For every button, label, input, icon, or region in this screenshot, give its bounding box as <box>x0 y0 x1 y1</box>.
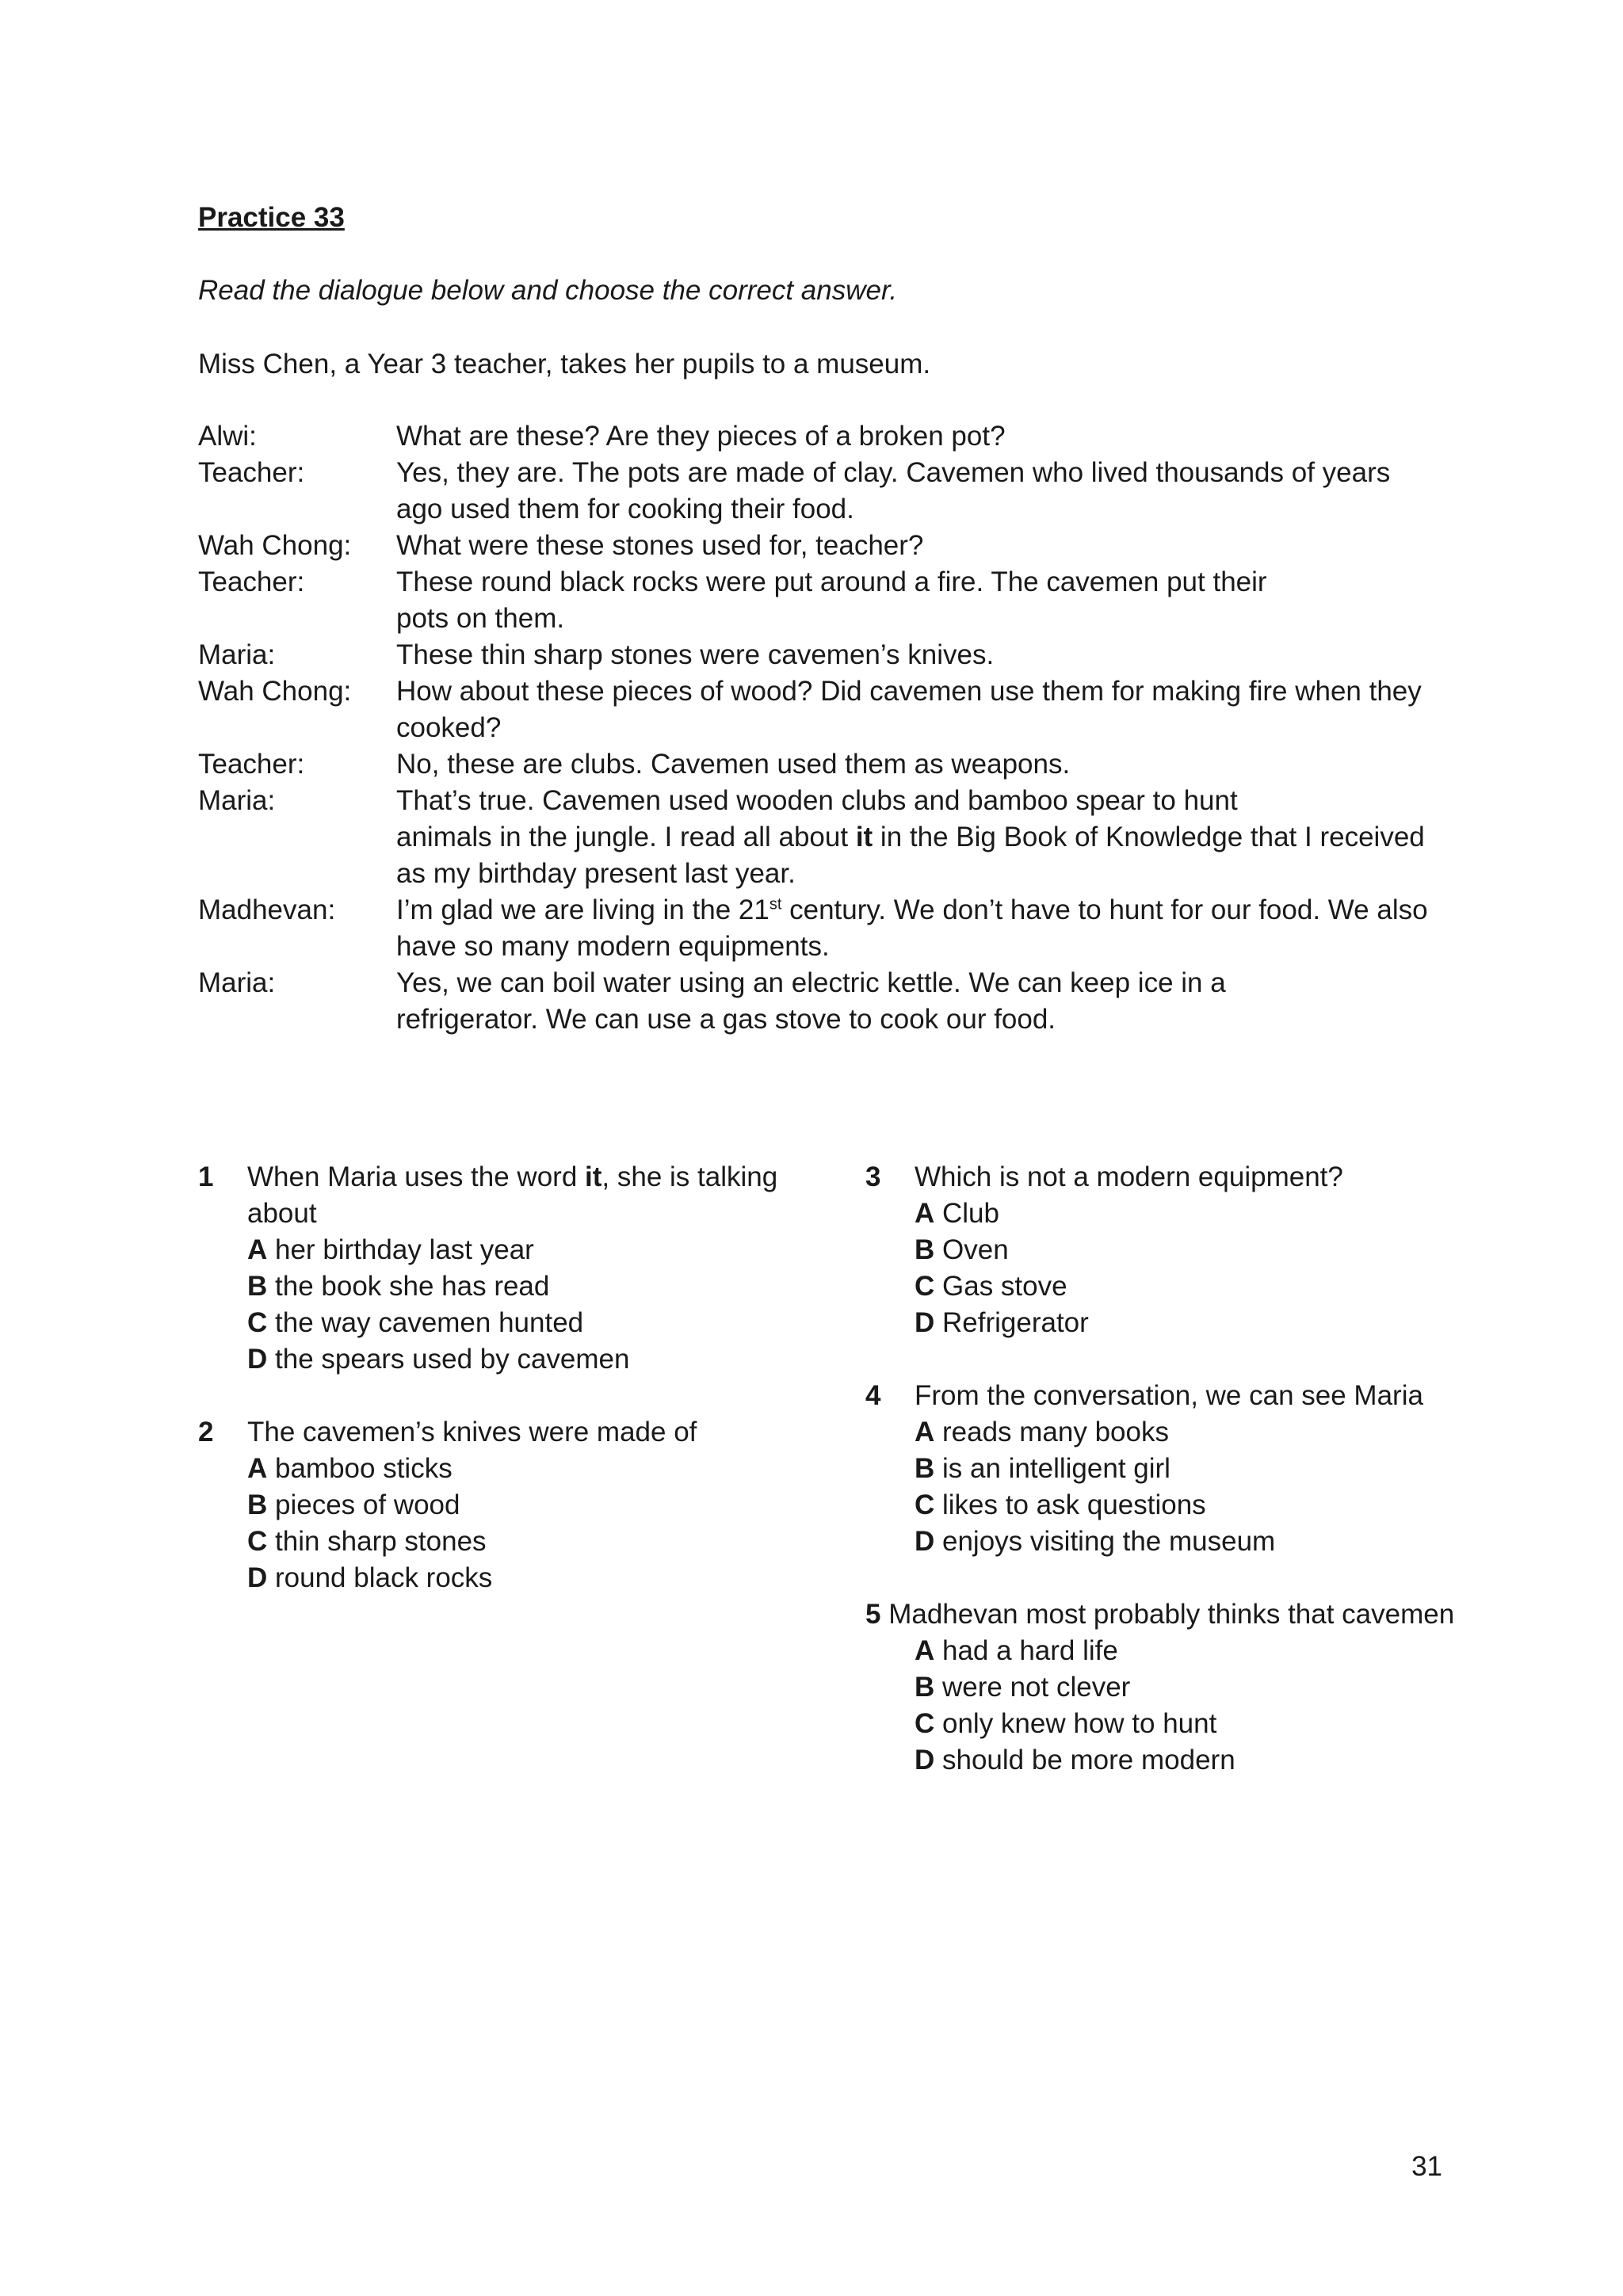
option-text: Refrigerator <box>934 1307 1089 1338</box>
question-body <box>915 1159 1468 1341</box>
option-letter: A <box>915 1417 935 1447</box>
option-letter: C <box>915 1708 935 1739</box>
speaker-name: Wah Chong: <box>198 676 352 707</box>
dialogue-line <box>198 783 1442 892</box>
dialogue-line <box>198 673 1442 746</box>
question-body <box>247 1414 800 1596</box>
speaker-name: Maria: <box>198 785 276 816</box>
speech-text <box>396 783 1442 892</box>
questions-right-column <box>865 1159 1468 1815</box>
question-5 <box>865 1596 1468 1779</box>
option-c[interactable] <box>247 1305 800 1341</box>
instruction-text: Read the dialogue below and choose the correct answer. <box>198 275 898 306</box>
option-letter: D <box>247 1562 268 1593</box>
speaker-name: Maria: <box>198 967 276 998</box>
bold-word: it <box>855 822 873 852</box>
option-letter: C <box>915 1271 935 1302</box>
option-d[interactable] <box>915 1305 1468 1341</box>
question-number: 4 <box>865 1380 881 1411</box>
option-letter: B <box>247 1489 268 1520</box>
option-a[interactable] <box>915 1196 1468 1232</box>
option-a[interactable] <box>247 1232 800 1268</box>
option-text: were not clever <box>934 1672 1131 1703</box>
page-title: Practice 33 <box>198 202 345 233</box>
page-number: 31 <box>1411 2151 1442 2182</box>
option-text: the book she has read <box>267 1271 550 1302</box>
dialogue-line <box>198 528 1442 564</box>
option-text: likes to ask questions <box>934 1489 1206 1520</box>
speech-text: What are these? Are they pieces of a broken pot? <box>396 421 1006 452</box>
option-b[interactable] <box>247 1487 800 1524</box>
question-1 <box>198 1159 800 1378</box>
speaker-name: Teacher: <box>198 566 305 597</box>
speech-segment: animals in the jungle. I read all about <box>396 822 856 852</box>
option-text: is an intelligent girl <box>934 1453 1170 1484</box>
option-letter: B <box>247 1271 268 1302</box>
option-letter: C <box>915 1489 935 1520</box>
option-d[interactable] <box>247 1560 800 1596</box>
option-text: should be more modern <box>934 1745 1235 1775</box>
dialogue-line <box>198 637 1442 673</box>
option-text: Club <box>934 1198 999 1229</box>
dialogue-line <box>198 892 1442 965</box>
option-letter: D <box>915 1307 935 1338</box>
speech-line: pots on them. <box>396 603 565 634</box>
question-stem: Which is not a modern equipment? <box>915 1161 1343 1192</box>
option-a[interactable] <box>915 1414 1468 1451</box>
question-stem <box>865 1596 1468 1633</box>
question-stem: From the conversation, we can see Maria <box>915 1380 1423 1411</box>
speaker-name: Teacher: <box>198 749 305 780</box>
speaker-name: Alwi: <box>198 421 257 452</box>
option-letter: A <box>915 1635 935 1666</box>
option-d[interactable] <box>915 1524 1468 1560</box>
option-d[interactable] <box>915 1742 1468 1779</box>
speaker-name: Madhevan: <box>198 894 336 925</box>
dialogue <box>198 418 1442 1038</box>
option-letter: C <box>247 1526 268 1557</box>
option-text: only knew how to hunt <box>934 1708 1217 1739</box>
dialogue-line <box>198 418 1442 455</box>
option-text: reads many books <box>934 1417 1169 1447</box>
speech-line: Yes, we can boil water using an electric kettle. We can keep ice in a <box>396 967 1226 998</box>
speech-line: These round black rocks were put around a fire. The cavemen put their <box>396 566 1267 597</box>
option-letter: D <box>915 1526 935 1557</box>
option-text: bamboo sticks <box>267 1453 453 1484</box>
option-letter: C <box>247 1307 268 1338</box>
speech-text <box>396 564 1442 637</box>
stem-segment: When Maria uses the word <box>247 1161 586 1192</box>
speech-line: That’s true. Cavemen used wooden clubs and bamboo spear to hunt <box>396 785 1238 816</box>
speech-segment: in the Big Book of Knowledge that I received as my birthday present last year. <box>396 822 1425 889</box>
question-number: 1 <box>198 1161 214 1192</box>
speech-text: Yes, they are. The pots are made of clay. Cavemen who lived thousands of years ago used them for cooking their food. <box>396 457 1391 524</box>
option-c[interactable] <box>247 1524 800 1560</box>
option-a[interactable] <box>247 1451 800 1487</box>
bold-word: it <box>585 1161 602 1192</box>
option-text: round black rocks <box>267 1562 493 1593</box>
options-list <box>865 1633 1468 1779</box>
dialogue-line <box>198 455 1442 528</box>
intro-text: Miss Chen, a Year 3 teacher, takes her pupils to a museum. <box>198 349 931 379</box>
option-letter: A <box>247 1234 268 1265</box>
option-b[interactable] <box>247 1268 800 1305</box>
stem-segment: , she is talking about <box>247 1161 778 1229</box>
option-letter: B <box>915 1234 935 1265</box>
superscript: st <box>769 895 782 913</box>
option-b[interactable] <box>915 1451 1468 1487</box>
speech-text: How about these pieces of wood? Did cavemen use them for making fire when they cooked? <box>396 676 1422 743</box>
dialogue-line <box>198 746 1442 783</box>
option-letter: D <box>247 1344 268 1375</box>
option-text: Oven <box>934 1234 1009 1265</box>
question-2 <box>198 1414 800 1596</box>
option-letter: B <box>915 1672 935 1703</box>
option-letter: A <box>915 1198 935 1229</box>
option-letter: A <box>247 1453 268 1484</box>
option-text: thin sharp stones <box>267 1526 487 1557</box>
dialogue-line <box>198 965 1442 1038</box>
question-stem <box>247 1159 800 1232</box>
question-4 <box>865 1378 1468 1560</box>
question-body <box>915 1378 1468 1560</box>
speaker-name: Maria: <box>198 639 276 670</box>
question-3 <box>865 1159 1468 1341</box>
question-stem: The cavemen’s knives were made of <box>247 1417 697 1447</box>
questions-left-column <box>198 1159 800 1633</box>
option-c[interactable] <box>915 1487 1468 1524</box>
option-text: the way cavemen hunted <box>267 1307 584 1338</box>
option-b[interactable] <box>915 1669 1468 1706</box>
speech-text: No, these are clubs. Cavemen used them as weapons. <box>396 749 1071 780</box>
speech-text <box>396 892 1442 965</box>
speaker-name: Teacher: <box>198 457 305 488</box>
speech-text: What were these stones used for, teacher? <box>396 530 924 561</box>
speech-segment: I’m glad we are living in the 21 <box>396 894 769 925</box>
stem-segment: Madhevan most probably thinks that cavemen <box>880 1599 1455 1630</box>
option-letter: B <box>915 1453 935 1484</box>
option-text: had a hard life <box>934 1635 1118 1666</box>
question-number: 5 <box>865 1599 881 1630</box>
option-text: her birthday last year <box>267 1234 534 1265</box>
option-text: pieces of wood <box>267 1489 460 1520</box>
option-text: Gas stove <box>934 1271 1067 1302</box>
option-c[interactable] <box>915 1706 1468 1742</box>
question-number: 3 <box>865 1161 881 1192</box>
option-letter: D <box>915 1745 935 1775</box>
dialogue-line <box>198 564 1442 637</box>
speech-text: These thin sharp stones were cavemen’s knives. <box>396 639 995 670</box>
speech-line: refrigerator. We can use a gas stove to cook our food. <box>396 1004 1056 1035</box>
speech-text <box>396 965 1442 1038</box>
option-d[interactable] <box>247 1341 800 1378</box>
option-b[interactable] <box>915 1232 1468 1268</box>
speaker-name: Wah Chong: <box>198 530 352 561</box>
option-a[interactable] <box>915 1633 1468 1669</box>
option-c[interactable] <box>915 1268 1468 1305</box>
question-body <box>247 1159 800 1378</box>
question-number: 2 <box>198 1417 214 1447</box>
option-text: the spears used by cavemen <box>267 1344 630 1375</box>
option-text: enjoys visiting the museum <box>934 1526 1276 1557</box>
speech-segment: century. We don’t have to hunt for our food. We also have so many modern equipments. <box>396 894 1428 962</box>
